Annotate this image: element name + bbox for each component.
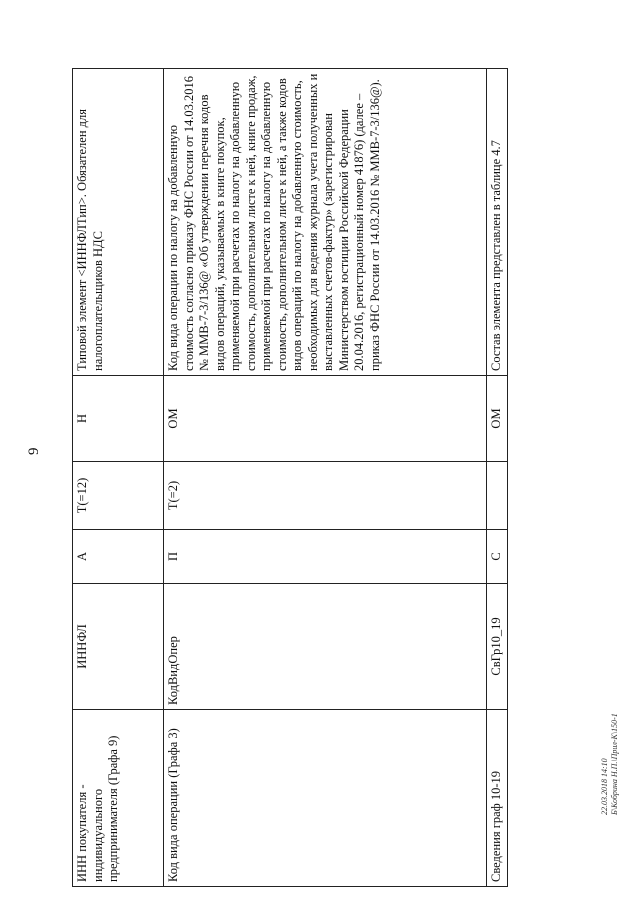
table-row <box>73 69 164 887</box>
element-code-cell: СвГр10_19 <box>487 584 508 710</box>
element-code-cell: ИННФЛ <box>73 584 164 710</box>
element-type-cell: П <box>164 530 487 584</box>
element-required-cell: ОМ <box>487 376 508 462</box>
element-name-cell: Код вида операции (Графа 3) <box>164 710 487 887</box>
element-notes-cell: Код вида операции по налогу на добавленную стоимость согласно приказу ФНС России от 14.03.2016 № ММВ-7-3/136@ «Об утверждении перечня кодов видов операций, указываемых в книге покупок, применяемой при расчетах по налогу на добавленную стоимость, дополнительном листе к ней, книге продаж, применяемой при расчетах по налогу на добавленную стоимость, дополнительном листе к ней, а также кодов видов операций по налогу на добавленную стоимость, необходимых для ведения журнала учета полученных и выставленных счетов-фактур» (зарегистрирован Министерством юстиции Российской Федерации 20.04.2016, регистрационный номер 41876) (далее – приказ ФНС России от 14.03.2016 № ММВ-7-3/136@). <box>164 69 487 376</box>
element-format-cell: T(=2) <box>164 462 487 530</box>
element-type-cell: А <box>73 530 164 584</box>
footer-filepath: Б\Кобрина Н.П.\Прил-К\150-1 <box>610 713 619 815</box>
print-footer <box>600 713 620 815</box>
element-code-cell: КодВидОпер <box>164 584 487 710</box>
element-format-cell <box>487 462 508 530</box>
element-name-cell: ИНН покупателя - индивидуального предпринимателя (Графа 9) <box>73 710 164 887</box>
footer-timestamp: 22.03.2018 14:10 <box>600 758 609 815</box>
element-name-cell: Сведения граф 10-19 <box>487 710 508 887</box>
element-type-cell: С <box>487 530 508 584</box>
element-notes-cell: Состав элемента представлен в таблице 4.7 <box>487 69 508 376</box>
element-format-cell: T(=12) <box>73 462 164 530</box>
table-row <box>487 69 508 887</box>
page-number: 9 <box>26 447 42 455</box>
format-table <box>72 68 508 887</box>
element-required-cell: ОМ <box>164 376 487 462</box>
table-row <box>164 69 487 887</box>
element-required-cell: Н <box>73 376 164 462</box>
element-notes-cell: Типовой элемент <ИННФЛТип>. Обязателен для налогоплательщиков НДС <box>73 69 164 376</box>
